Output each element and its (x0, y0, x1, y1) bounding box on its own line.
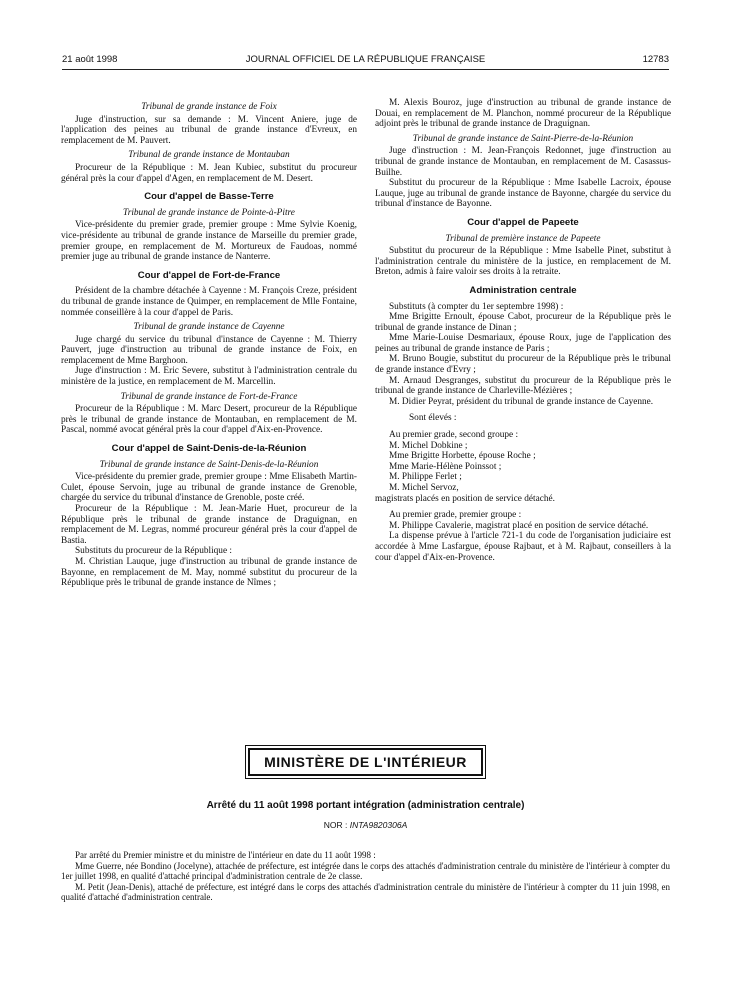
paragraph: Juge d'instruction : M. Jean-François Redonnet, juge d'instruction au tribunal de grande instance de Montauban, en remplacement de M. Casassus-Builhe. (375, 146, 671, 178)
paragraph: Juge d'instruction, sur sa demande : M. Vincent Aniere, juge de l'application des peines au tribunal de grande instance d'Evreux, en remplacement de M. Pauvert. (61, 114, 357, 146)
right-column (375, 98, 671, 563)
nor-reference (61, 820, 670, 830)
paragraph: M. Arnaud Desgranges, substitut du procureur de la République près le tribunal de grande instance de Charleville-Mézières ; (375, 375, 671, 397)
court-heading: Cour d'appel de Saint-Denis-de-la-Réunion (111, 443, 307, 455)
paragraph: Mme Guerre, née Bondino (Jocelyne), attachée de préfecture, est intégrée dans le corps des attachés d'administration centrale du ministère de l'intérieur à compter du 1er juillet 1998, en qualité d'attaché principal d'administration centrale de 2e classe. (61, 860, 671, 882)
paragraph: Président de la chambre détachée à Cayenne : M. François Creze, président du tribunal de grande instance de Quimper, en remplacement de Mlle Fontaine, nommée conseillère à la cour d'appel de Paris. (61, 286, 357, 318)
paragraph: Substitut du procureur de la République : Mme Isabelle Pinet, substitut à l'administration centrale du ministère de la justice, en remplacement de M. Breton, admis à faire valoir ses droits à la retraite. (375, 246, 671, 278)
paragraph: Juge d'instruction : M. Eric Severe, substitut à l'administration centrale du ministère de la justice, en remplacement de M. Marcellin. (61, 366, 357, 388)
paragraph: magistrats placés en position de service détaché. (375, 493, 555, 504)
paragraph: Procureur de la République : M. Marc Desert, procureur de la République près le tribunal de grande instance de Montauban, en remplacement de M. Pascal, nommé avocat général près la cour d'appel d'Aix-en-Provence. (61, 404, 357, 436)
paragraph: Procureur de la République : M. Jean-Marie Huet, procureur de la République près le tribunal de grande instance de Draguignan, en remplacement de M. Legras, nommé procureur général près la cour d'appel de Bastia. (61, 504, 357, 546)
paragraph: Mme Brigitte Ernoult, épouse Cabot, procureur de la République près le tribunal de grande instance de Dinan ; (375, 312, 671, 333)
paragraph: Substituts (à compter du 1er septembre 1998) : (389, 301, 564, 312)
journal-title: JOURNAL OFFICIEL DE LA RÉPUBLIQUE FRANÇAISE (245, 54, 486, 65)
nor-label: NOR : (323, 820, 348, 830)
paragraph: Mme Marie-Louise Desmariaux, épouse Roux, juge de l'application des peines au tribunal de grande instance de Paris ; (375, 333, 671, 354)
tribunal-heading: Tribunal de grande instance de Saint-Pierre-de-la-Réunion (412, 133, 634, 144)
court-heading: Cour d'appel de Fort-de-France (137, 269, 281, 281)
paragraph: La dispense prévue à l'article 721-1 du code de l'organisation judiciaire est accordée à Mme Lasfargue, épouse Rajbaut, et à M. Rajbaut, conseillers à la cour d'appel d'Aix-en-Provence. (375, 531, 671, 563)
paragraph: M. Philippe Cavalerie, magistrat placé en position de service détaché. (389, 520, 649, 531)
paragraph: Substitut du procureur de la République : Mme Isabelle Lacroix, épouse Lauque, juge au tribunal de grande instance de Bayonne, chargée du service du tribunal d'instance de Bayonne. (375, 178, 671, 210)
paragraph: M. Petit (Jean-Denis), attaché de préfecture, est intégré dans le corps des attachés d'administration centrale du ministère de l'intérieur à compter du 11 juin 1998, en qualité d'attaché d'administration centrale. (61, 881, 670, 903)
court-heading: Cour d'appel de Papeete (467, 216, 579, 228)
paragraph: Substituts du procureur de la République : (75, 546, 232, 557)
tribunal-heading: Tribunal de grande instance de Pointe-à-Pitre (123, 207, 295, 218)
tribunal-heading: Tribunal de grande instance de Cayenne (133, 322, 285, 333)
paragraph: Vice-présidente du premier grade, premier groupe : Mme Sylvie Koenig, vice-présidente au tribunal de grande instance de Marseille du premier grade, premier groupe, en remplacement de M. Mortureux de Faudoas, nommé premier juge au tribunal de grande instance de Nanterre. (61, 220, 357, 263)
paragraph: M. Alexis Bouroz, juge d'instruction au tribunal de grande instance de Douai, en remplacement de M. Planchon, nommé procureur de la République adjoint près le tribunal de grande instance de Draguignan. (375, 98, 671, 130)
paragraph: Par arrêté du Premier ministre et du ministre de l'intérieur en date du 11 août 1998 : (75, 850, 376, 860)
ministry-title: MINISTÈRE DE L'INTÉRIEUR (248, 748, 483, 776)
page-header (62, 54, 669, 68)
arrete-body (61, 850, 670, 903)
ministry-banner (0, 748, 731, 776)
paragraph: Procureur de la République : M. Jean Kubiec, substitut du procureur général près la cour d'appel d'Agen, en remplacement de M. Desert. (61, 162, 357, 184)
paragraph: M. Christian Lauque, juge d'instruction au tribunal de grande instance de Bayonne, en remplacement de M. May, nommé substitut du procureur de la République près le tribunal de grande instance de Nîmes ; (61, 556, 357, 589)
tribunal-heading: Tribunal de grande instance de Foix (141, 102, 277, 112)
paragraph: Juge chargé du service du tribunal d'instance de Cayenne : M. Thierry Pauvert, juge d'instruction au tribunal de grande instance de Foix, en remplacement de Mme Barghoon. (61, 334, 357, 366)
nor-code: INTA9820306A (349, 820, 408, 830)
court-heading: Cour d'appel de Basse-Terre (144, 191, 274, 203)
arrete-title: Arrêté du 11 août 1998 portant intégration (administration centrale) (206, 800, 525, 811)
paragraph: Sont élevés : (409, 413, 457, 424)
paragraph: Vice-présidente du premier grade, premier groupe : Mme Elisabeth Martin-Culet, épouse Servoin, juge au tribunal de grande instance de Grenoble, chargée du service du tribunal d'instance de Grenoble, poste créé. (61, 472, 357, 504)
paragraph: Au premier grade, premier groupe : (389, 510, 522, 521)
paragraph: M. Bruno Bougie, substitut du procureur de la République près le tribunal de grande instance d'Evry ; (375, 354, 671, 376)
issue-date: 21 août 1998 (62, 54, 118, 65)
page-number: 12783 (642, 54, 669, 65)
paragraph: Au premier grade, second groupe : (389, 430, 519, 441)
left-column (61, 98, 357, 589)
tribunal-heading: Tribunal de grande instance de Montauban (128, 150, 290, 161)
court-heading: Administration centrale (469, 284, 577, 296)
name-list-item: Mme Marie-Hélène Poinssot ; (389, 461, 502, 472)
tribunal-heading: Tribunal de grande instance de Fort-de-France (120, 391, 298, 402)
tribunal-heading: Tribunal de première instance de Papeete (445, 233, 601, 244)
header-rule (62, 69, 669, 70)
tribunal-heading: Tribunal de grande instance de Saint-Denis-de-la-Réunion (99, 459, 319, 470)
name-list-item: Mme Brigitte Horbette, épouse Roche ; (389, 451, 536, 462)
name-list-item: M. Philippe Ferlet ; (389, 472, 462, 483)
paragraph: M. Didier Peyrat, président du tribunal de grande instance de Cayenne. (389, 396, 654, 407)
name-list-item: M. Michel Servoz, (389, 483, 459, 493)
name-list-item: M. Michel Dobkine ; (389, 440, 468, 451)
